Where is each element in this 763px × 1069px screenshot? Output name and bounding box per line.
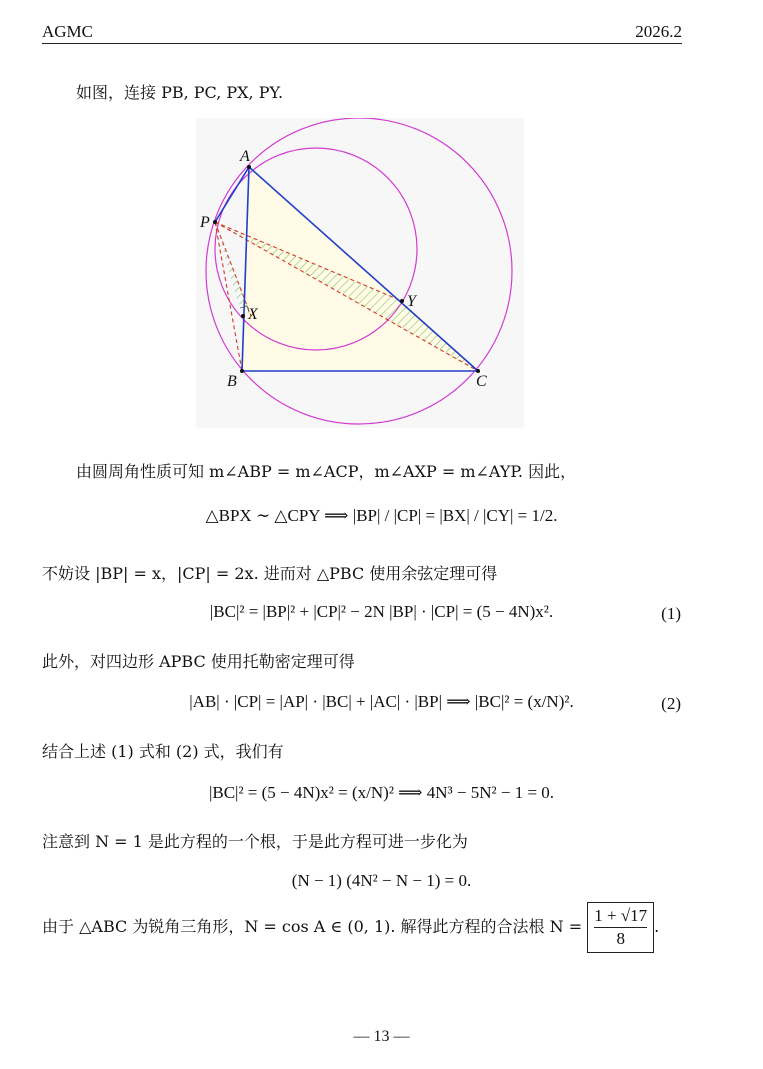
label-c: C	[476, 373, 487, 390]
equation-2-number: (2)	[661, 694, 681, 713]
paragraph-4: 结合上述 (1) 式和 (2) 式，我们有	[42, 742, 284, 761]
header-rule	[42, 43, 682, 44]
label-b: B	[227, 373, 237, 390]
paragraph-6	[42, 902, 659, 953]
equation-1-number: (1)	[661, 604, 681, 623]
label-x: X	[248, 306, 258, 323]
page-number: — 13 —	[353, 1028, 410, 1045]
label-p: P	[200, 214, 210, 231]
answer-period: .	[654, 917, 660, 936]
equation-4: (N − 1) (4N² − N − 1) = 0.	[291, 871, 472, 890]
equation-3: |BC|² = (5 − 4N)x² = (x/N)² ⟹ 4N³ − 5N² − 1 = 0.	[208, 783, 555, 802]
paragraph-3: 此外，对四边形 APBC 使用托勒密定理可得	[42, 652, 355, 671]
label-a: A	[240, 148, 250, 165]
label-y: Y	[407, 293, 416, 310]
equation-2: |AB| · |CP| = |AP| · |BC| + |AC| · |BP| ⟹ |BC|² = (x/N)².	[189, 692, 574, 711]
geometry-figure	[196, 118, 524, 428]
point-y	[400, 299, 404, 303]
intro-text: 如图，连接 PB, PC, PX, PY.	[76, 83, 284, 102]
answer-numerator: 1 + √17	[594, 906, 648, 925]
paragraph-1: 由圆周角性质可知 m∠ABP = m∠ACP，m∠AXP = m∠AYP. 因此，	[76, 462, 577, 481]
point-b	[240, 369, 244, 373]
equation-similar: △BPX ∼ △CPY ⟹ |BP| / |CP| = |BX| / |CY| = 1/2.	[205, 506, 558, 525]
equation-1: |BC|² = |BP|² + |CP|² − 2N |BP| · |CP| = (5 − 4N)x².	[209, 602, 554, 621]
paragraph-5: 注意到 N = 1 是此方程的一个根，于是此方程可进一步化为	[42, 832, 468, 851]
point-x	[241, 314, 245, 318]
paragraph-6-text: 由于 △ABC 为锐角三角形，N = cos A ∈ (0, 1). 解得此方程的合法根 N =	[42, 917, 583, 936]
point-a	[247, 165, 251, 169]
header-left: AGMC	[42, 22, 94, 41]
answer-denominator: 8	[616, 929, 625, 948]
paragraph-2: 不妨设 |BP| = x，|CP| = 2x. 进而对 △PBC 使用余弦定理可得	[42, 564, 498, 583]
header-right: 2026.2	[635, 22, 682, 41]
answer-box	[587, 902, 654, 953]
point-p	[213, 220, 217, 224]
